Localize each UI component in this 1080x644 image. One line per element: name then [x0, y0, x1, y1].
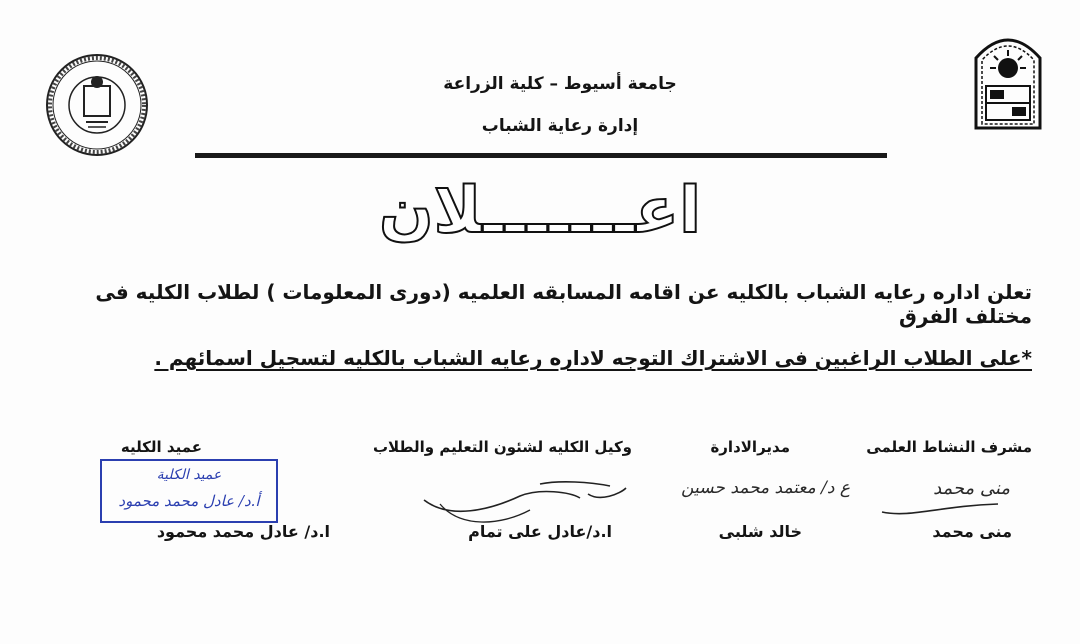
- dean-stamp: [100, 459, 278, 523]
- signatory-title-dean: عميد الكليه: [120, 438, 202, 456]
- signatory-title-vice-dean: وكيل الكليه لشئون التعليم والطلاب: [372, 438, 632, 456]
- faculty-seal-icon: [44, 52, 150, 158]
- signature-vice-dean: [420, 470, 630, 530]
- signatory-title-administration-director: مديرالادارة: [710, 438, 790, 456]
- announcement-notice: [42, 346, 1032, 370]
- announcement-paragraph: تعلن اداره رعايه الشباب بالكليه عن اقامه المسابقه العلميه (دورى المعلومات ) لطلاب الكليه فى مختلف الفرق: [95, 280, 1032, 328]
- header-divider: [195, 153, 887, 158]
- department-line: إدارة رعاية الشباب: [481, 116, 639, 136]
- university-line: جامعة أسيوط – كلية الزراعة: [443, 74, 677, 94]
- signature-administration-director: ع د/ معتمد محمد حسين: [681, 478, 850, 498]
- stamp-line-2: أ.د/ عادل محمد محمود: [118, 492, 260, 510]
- signatory-name-dean: ا.د/ عادل محمد محمود: [156, 522, 330, 541]
- page-title: اعـــــــلان: [379, 174, 701, 248]
- signatory-title-activity-supervisor: مشرف النشاط العلمى: [866, 438, 1032, 456]
- stamp-line-1: عميد الكلية: [156, 467, 222, 483]
- signature-stroke-activity-supervisor: [880, 496, 1000, 520]
- signature-activity-supervisor: منى محمد: [933, 478, 1010, 499]
- signatory-name-vice-dean: ا.د/عادل على تمام: [468, 522, 612, 541]
- signatory-name-administration-director: خالد شلبى: [718, 522, 802, 541]
- notice-text: *على الطلاب الراغبين فى الاشتراك التوجه لاداره رعايه الشباب بالكليه لتسجيل اسمائهم .: [154, 346, 1032, 370]
- university-logo-icon: [972, 28, 1044, 130]
- signatory-name-activity-supervisor: منى محمد: [932, 522, 1012, 541]
